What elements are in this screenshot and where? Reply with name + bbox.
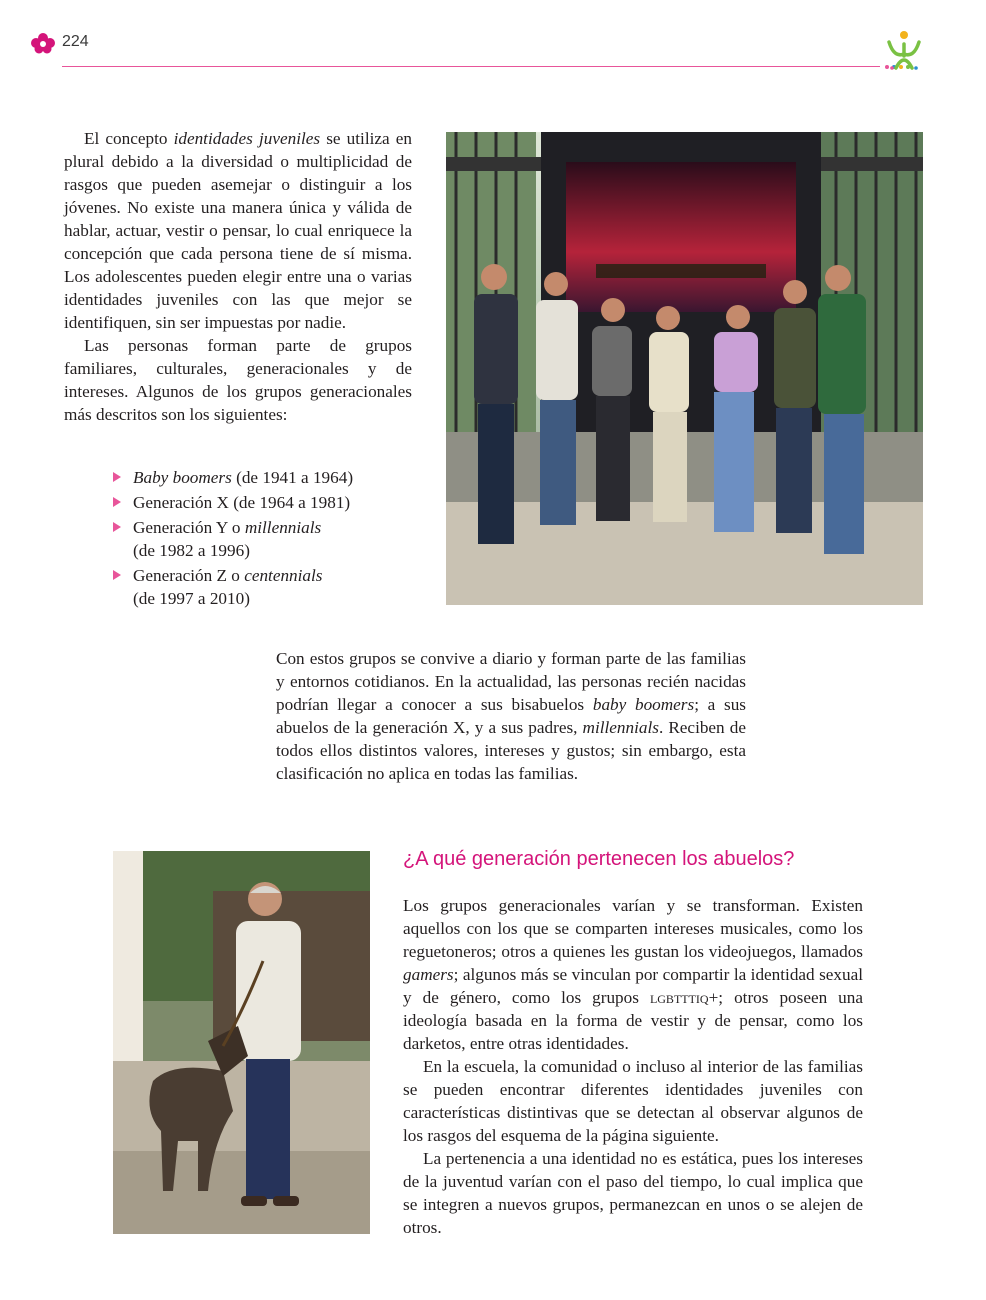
bullet-icon: [113, 472, 121, 482]
list-item: Generación X (de 1964 a 1981): [113, 491, 413, 514]
section-title: ¿A qué generación pertenecen los abuelos?: [403, 848, 795, 870]
list-item: Baby boomers (de 1941 a 1964): [113, 466, 413, 489]
middle-paragraph: Con estos grupos se convive a diario y forman parte de las familias y entornos cotidianos. En la actualidad, las personas recién nacidas podrían llegar a conocer a sus bisabuelos baby boomers; a sus abuelos de la generación X, y a sus padres, millennials. Reciben de todos ellos distintos valores, intereses y gustos; sin embargo, esta clasificación no aplica en todas las familias.: [276, 649, 746, 783]
grandfather-with-dog-photo: [113, 851, 370, 1234]
section-paragraph-3: La pertenencia a una identidad no es estática, pues los intereses de la juventud varían con el paso del tiempo, lo cual implica que se integren a nuevos grupos, permanezcan en unos o se alejen de otros.: [403, 1149, 863, 1237]
section-paragraph-2: En la escuela, la comunidad o incluso al interior de las familias se pueden encontrar diferentes identidades juveniles con características distintivas que se detectan al observar algunos de los rasgos del esquema de la página siguiente.: [403, 1057, 863, 1145]
intro-paragraph-1: El concepto identidades juveniles se utiliza en plural debido a la diversidad o multiplicidad de rasgos que pueden asemejar o distinguir a los jóvenes. No existe una manera única y válida de hablar, actuar, vestir o pensar, lo cual enriquece la concepción que cada persona tiene de sí misma. Los adolescentes pueden elegir entre una o varias identidades juveniles con las que mejor se identifiquen, sin ser impuestas por nadie.: [64, 129, 412, 332]
generation-list: [113, 466, 413, 612]
list-item: Generación Y o millennials (de 1982 a 1996): [113, 516, 413, 562]
section-text: [403, 894, 863, 1239]
flower-icon: [30, 32, 56, 54]
person-logo-icon: [886, 30, 922, 72]
bullet-icon: [113, 522, 121, 532]
intro-paragraph-2: Las personas forman parte de grupos familiares, culturales, generacionales y de intereses. Algunos de los grupos generacionales más descritos son los siguientes:: [64, 336, 412, 424]
list-item: Generación Z o centennials (de 1997 a 2010): [113, 564, 413, 610]
young-people-group-photo: [446, 132, 923, 605]
intro-text: [64, 127, 412, 426]
page-number: 224: [62, 33, 89, 50]
section-paragraph-1: Los grupos generacionales varían y se transforman. Existen aquellos con los que se comparten intereses musicales, como los reguetoneros; otros a quienes les gustan los videojuegos, llamados gamers; algunos más se vinculan por compartir la identidad sexual y de género, como los grupos lgbtttiq+; otros poseen una ideología basada en la forma de vestir y de pensar, como los darketos, entre otras identidades.: [403, 896, 864, 1053]
header-rule: [62, 66, 880, 67]
page-header: [0, 0, 986, 80]
bullet-icon: [113, 570, 121, 580]
middle-text: [276, 647, 746, 785]
bullet-icon: [113, 497, 121, 507]
